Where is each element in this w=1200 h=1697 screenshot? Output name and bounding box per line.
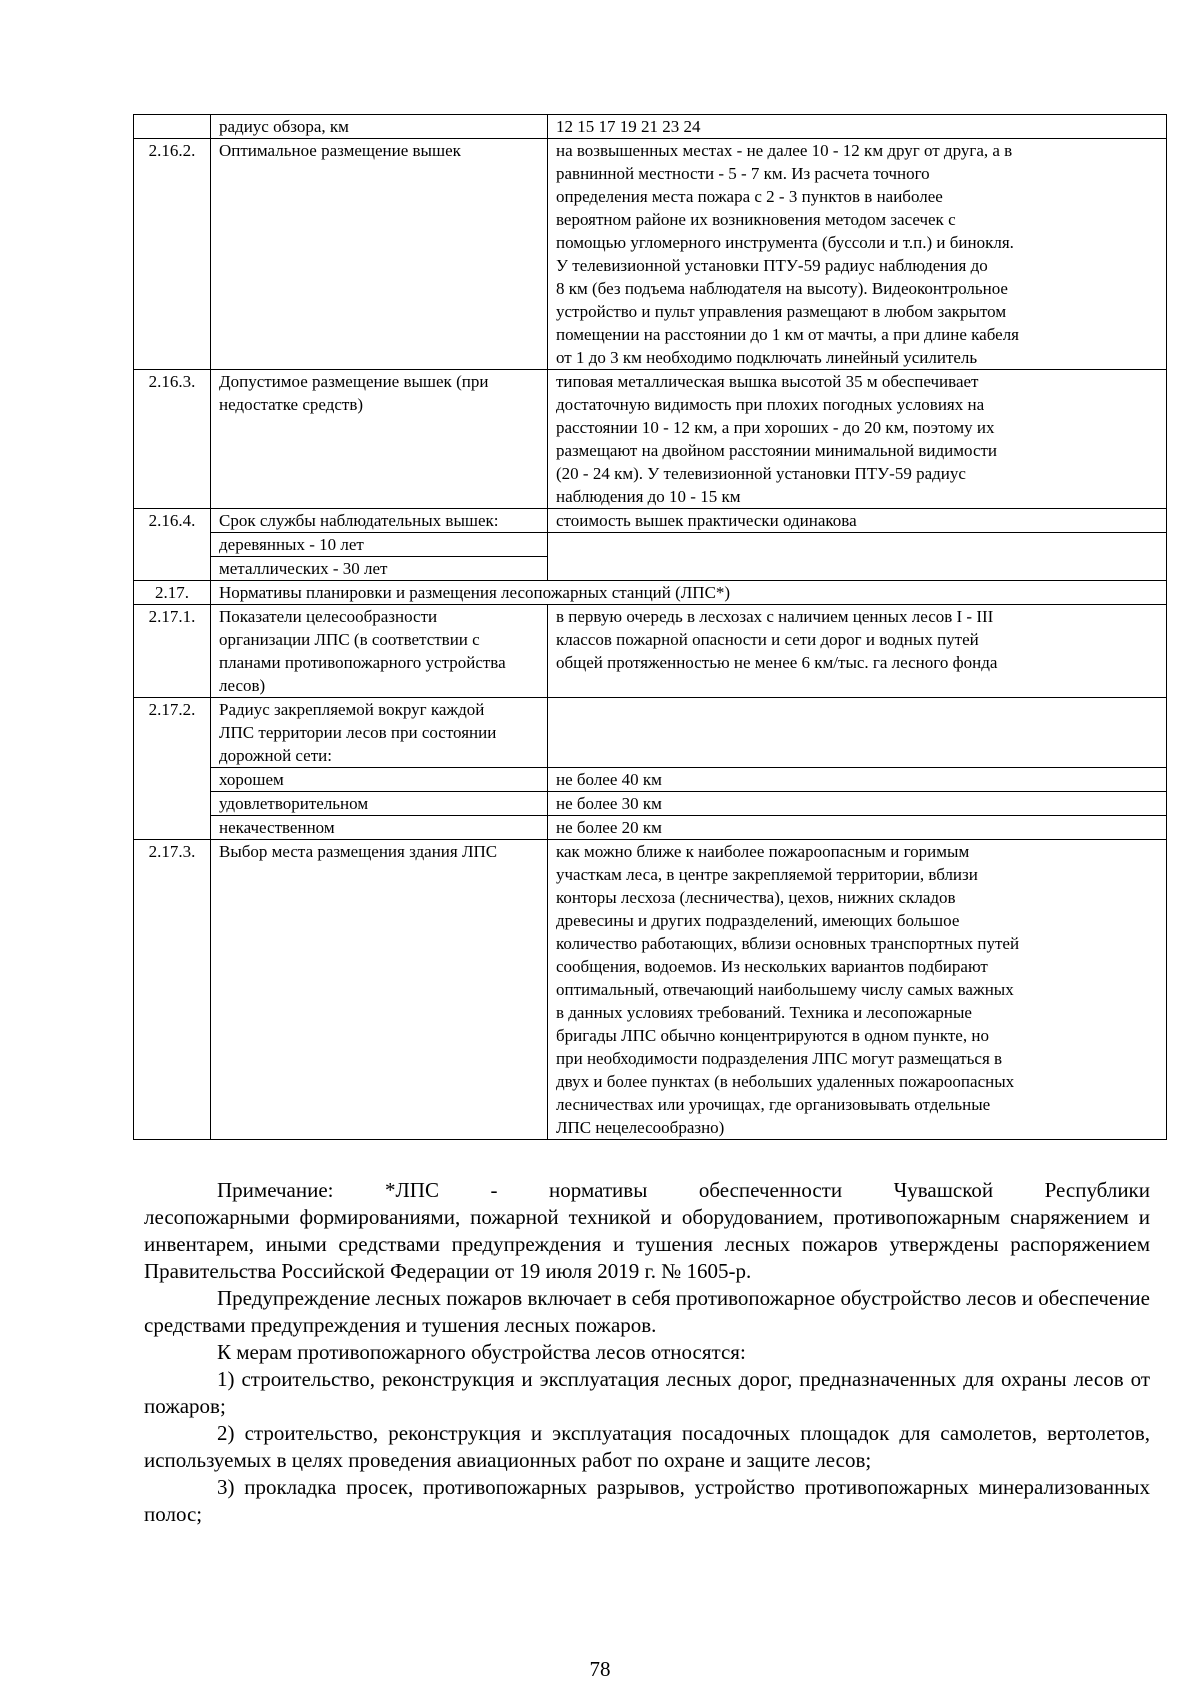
item-name: радиус обзора, км	[211, 115, 548, 139]
table-row	[134, 115, 1167, 139]
table-row	[134, 581, 1167, 605]
table-row	[134, 698, 1167, 768]
item-name: удовлетворительном	[211, 792, 548, 816]
section-title: Нормативы планировки и размещения лесопожарных станций (ЛПС*)	[211, 581, 1167, 605]
item-number: 2.16.2.	[134, 139, 211, 370]
item-value: как можно ближе к наиболее пожароопасным и горимым участкам леса, в центре закрепляемой территории, вблизи конторы лесхоза (лесничества), цехов, нижних складов древесины и других подразделений, имеющих большое количество работающих, вблизи основных транспортных путей сообщения, водоемов. Из нескольких вариантов подбирают оптимальный, отвечающий наибольшему числу самых важных в данных условиях требований. Техника и лесопожарные бригады ЛПС обычно концентрируются в одном пункте, но при необходимости подразделения ЛПС могут размещаться в двух и более пунктах (в небольших удаленных пожароопасных лесничествах или урочищах, где организовывать отдельные ЛПС нецелесообразно)	[548, 840, 1167, 1140]
table-row	[134, 509, 1167, 533]
list-item: 2) строительство, реконструкция и эксплуатация посадочных площадок для самолетов, вертолетов, используемых в целях проведения авиационных работ по охране и защите лесов;	[144, 1421, 1150, 1472]
item-value: не более 40 км	[548, 768, 1167, 792]
table-row	[134, 139, 1167, 370]
item-value: не более 30 км	[548, 792, 1167, 816]
item-value: в первую очередь в лесхозах с наличием ценных лесов I - III классов пожарной опасности и сети дорог и водных путей общей протяженностью не менее 6 км/тыс. га лесного фонда	[548, 605, 1167, 698]
item-number: 2.16.3.	[134, 370, 211, 509]
table-row	[134, 605, 1167, 698]
item-name: некачественном	[211, 816, 548, 840]
item-name: Оптимальное размещение вышек	[211, 139, 548, 370]
item-number: 2.16.4.	[134, 509, 211, 581]
item-name: Допустимое размещение вышек (при недостатке средств)	[211, 370, 548, 509]
table-row	[134, 370, 1167, 509]
paragraph: Предупреждение лесных пожаров включает в себя противопожарное обустройство лесов и обеспечение средствами предупреждения и тушения лесных пожаров.	[144, 1286, 1150, 1337]
item-value: на возвышенных местах - не далее 10 - 12 км друг от друга, а в равнинной местности - 5 - 7 км. Из расчета точного определения места пожара с 2 - 3 пунктов в наиболее вероятном районе их возникновения методом засечек с помощью угломерного инструмента (буссоли и т.п.) и бинокля. У телевизионной установки ПТУ-59 радиус наблюдения до 8 км (без подъема наблюдателя на высоту). Видеоконтрольное устройство и пульт управления размещают в любом закрытом помещении на расстоянии до 1 км от мачты, а при длине кабеля от 1 до 3 км необходимо подключать линейный усилитель	[548, 139, 1167, 370]
table-row	[134, 792, 1167, 816]
item-value: не более 20 км	[548, 816, 1167, 840]
item-value: стоимость вышек практически одинакова	[548, 509, 1167, 533]
note-paragraph-first-line: Примечание: *ЛПС - нормативы обеспеченности Чувашской Республики	[217, 1178, 1150, 1202]
list-item: 3) прокладка просек, противопожарных разрывов, устройство противопожарных минерализованных полос;	[144, 1475, 1150, 1526]
table-row	[134, 840, 1167, 1140]
item-name: Выбор места размещения здания ЛПС	[211, 840, 548, 1140]
item-name: хорошем	[211, 768, 548, 792]
item-number: 2.17.1.	[134, 605, 211, 698]
table-row	[134, 816, 1167, 840]
item-value: типовая металлическая вышка высотой 35 м обеспечивает достаточную видимость при плохих погодных условиях на расстоянии 10 - 12 км, а при хороших - до 20 км, поэтому их размещают на двойном расстоянии минимальной видимости (20 - 24 км). У телевизионной установки ПТУ-59 радиус наблюдения до 10 - 15 км	[548, 370, 1167, 509]
note-paragraph-rest: лесопожарными формированиями, пожарной техникой и оборудованием, противопожарным снаряжением и инвентарем, иными средствами предупреждения и тушения лесных пожаров утверждены распоряжением Правительства Российской Федерации от 19 июля 2019 г. № 1605-р.	[144, 1205, 1150, 1283]
item-number	[134, 115, 211, 139]
item-name: Радиус закрепляемой вокруг каждой ЛПС территории лесов при состоянии дорожной сети:	[211, 698, 548, 768]
body-text	[144, 1177, 1150, 1528]
table-row	[134, 768, 1167, 792]
list-item: 1) строительство, реконструкция и эксплуатация лесных дорог, предназначенных для охраны лесов от пожаров;	[144, 1367, 1150, 1418]
item-number: 2.17.2.	[134, 698, 211, 840]
item-number: 2.17.3.	[134, 840, 211, 1140]
item-name: Срок службы наблюдательных вышек:	[211, 509, 548, 533]
section-number: 2.17.	[134, 581, 211, 605]
paragraph: К мерам противопожарного обустройства лесов относятся:	[217, 1340, 746, 1364]
item-value: 12 15 17 19 21 23 24	[548, 115, 1167, 139]
item-value	[548, 698, 1167, 768]
item-name: Показатели целесообразности организации ЛПС (в соответствии с планами противопожарного устройства лесов)	[211, 605, 548, 698]
item-name: металлических - 30 лет	[211, 557, 548, 581]
item-name: деревянных - 10 лет	[211, 533, 548, 557]
table-row	[134, 533, 1167, 557]
page-number: 78	[589, 1657, 611, 1681]
norms-table	[133, 114, 1167, 1140]
item-value	[548, 533, 1167, 581]
